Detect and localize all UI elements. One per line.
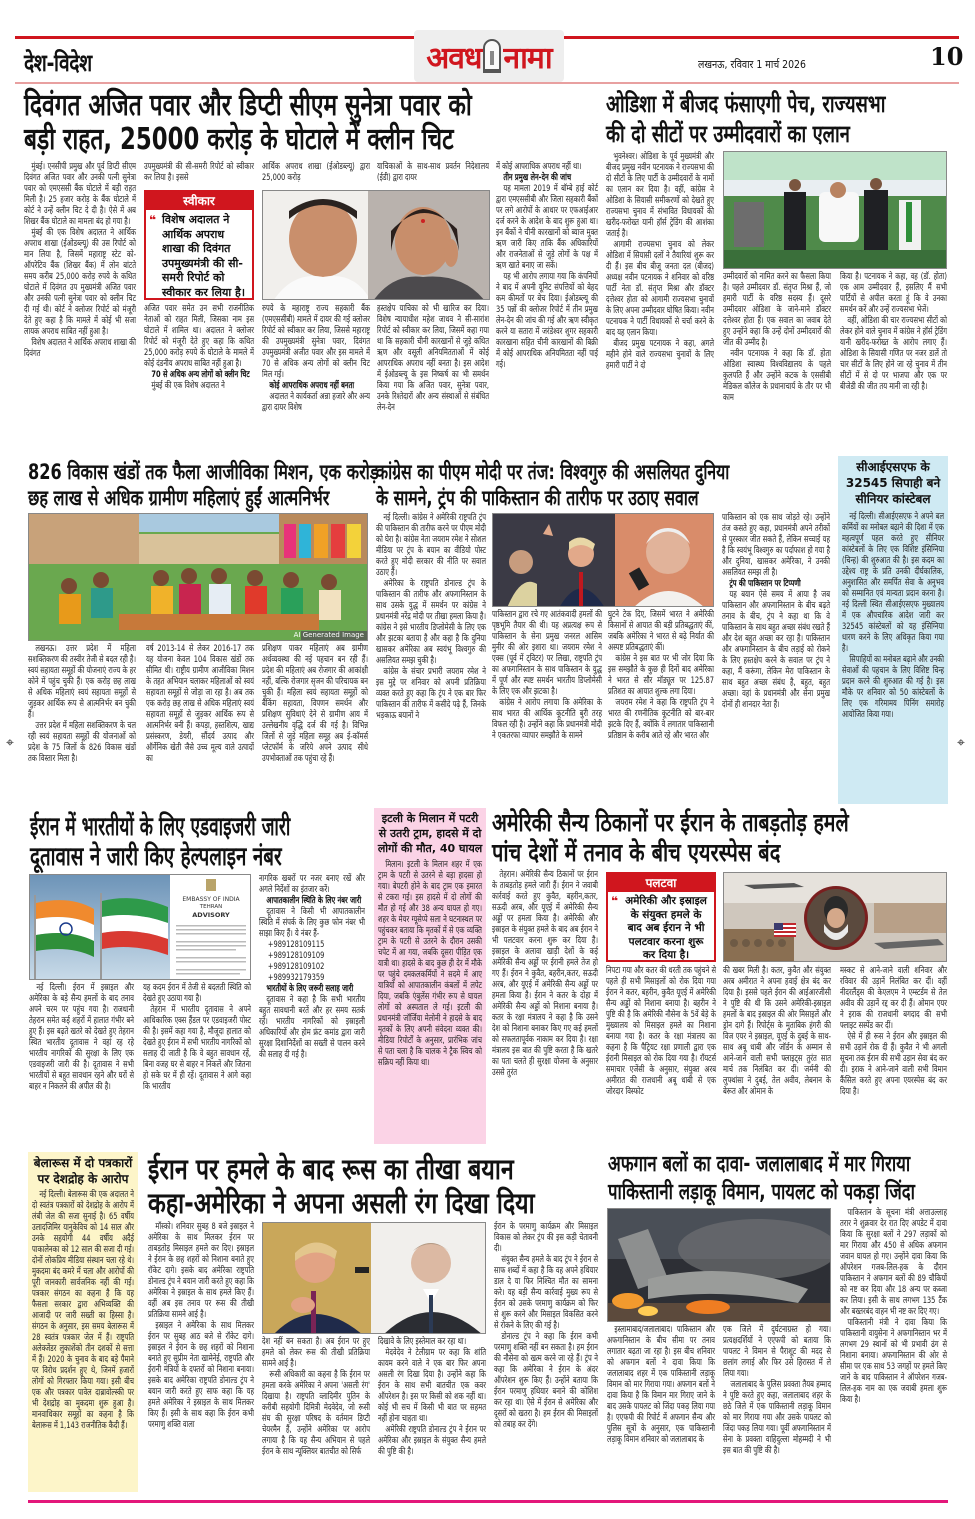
paragraph: निपटा गया और कतर की धरती तक पहुंचने से पहले ही सभी मिसाइलों को रोक दिया गया ईरान ने कतर, बहरीन, कुवैत यूएई में अमेरिकी सैन्य अड्डों को निशाना बनाया है। बहरीन ने पुष्टि की है कि अमेरिकी नौसेना के 5वें बेड़े के मुख्यालय को मिसाइल हमले का निशाना बनाया गया है। कतर के रक्षा मंत्रालय का कहना है कि पैट्रियट रक्षा प्रणाली द्वारा एक ईरानी मिसाइल को रोक दिया गया है। रॉयटर्स समाचार एजेंसी के अनुसार, संयुक्त अरब अमीरात की राजधानी अबू धाबी से एक जोरदार विस्फोट bbox=[606, 966, 716, 1097]
article-column bbox=[377, 304, 489, 454]
paragraph: नई दिल्ली। सीआईएसएफ ने अपने बल कर्मियों का मनोबल बढ़ाने की दिशा में एक महत्वपूर्ण पहल करते हुए सीनियर कांस्टेबलों के लिए एक विशिष्ट इंसिग्निया (चिन्ह) की शुरुआत की है। इस कदम का उद्देश्य राष्ट्र के प्रति उनकी दीर्घकालिक, अनुशासित और समर्पित सेवा के अनुभव को सम्मानित एवं मान्यता प्रदान करना है। नई दिल्ली स्थित सीआईएसएफ मुख्यालय में एक औपचारिक आदेश जारी कर 32545 कांस्टेबलों को यह इंसिग्निया धारण करने के लिए अधिकृत किया गया है। bbox=[842, 512, 944, 654]
paragraph: मॉस्को। शनिवार सुबह 8 बजे इस्राइल ने अमेरिका के साथ मिलकर ईरान पर ताबड़तोड़ मिसाइल हमले कर दिए। इस्राइल ने ईरान के छह शहरों को निशाना बनाते हुए रॉकेट दागे। इसके बाद अमेरिका राष्ट्रपति डोनाल्ड ट्रंप ने बयान जारी करते हुए कहा कि अमेरिका ने इस्राइल के साथ हमले किए हैं। वहीं अब इस तनाव पर रूस की तीखी प्रतिक्रिया सामने आई है। bbox=[148, 1222, 254, 1320]
article-column bbox=[262, 304, 370, 454]
photo-credit: AI Generated Image bbox=[293, 631, 364, 639]
photo-market-image bbox=[29, 514, 368, 641]
masthead-bottom-rule bbox=[15, 82, 959, 84]
paragraph: इस्राइल ने अमेरिका के साथ मिलकर ईरान पर सुबह आठ बजे से रॉकेट दागे। इस्राइल ने ईरान के छह शहरों को निशाना बनाते हुए सुप्रीम नेता खामेनेई, राष्ट्रपति और ईरानी मंत्रियों के दफ्तरों को निशाना बनाया। इसके बाद अमेरिका राष्ट्रपति डोनाल्ड ट्रंप ने बयान जारी करते हुए साफ कहा कि यह हमले अमेरिका ने इस्राइल के साथ मिलकर किए हैं। इसी के साथ कहा कि ईरान कभी परमाणु शक्ति वाला bbox=[148, 1321, 254, 1430]
headline-line1: ईरान पर हमले के बाद रूस का तीखा बयान bbox=[148, 1152, 514, 1186]
logo-text-right: नामा bbox=[503, 40, 552, 76]
minaret-arch-icon bbox=[483, 39, 501, 73]
pull-quote-box bbox=[144, 190, 254, 300]
paragraph: ऐसे में ही रूस ने ईरान और इस्राइल की सभी उड़ानें रोक दी हैं। कुवैत ने भी अगली सूचना तक ईरान की सभी उड़ान सेवा बंद कर दी। इराक ने आने-जाने वाली सभी विमान कैंसिल करते हुए अपना एयरस्पेस बंद कर दिया है। bbox=[840, 1032, 947, 1097]
paragraph: नई दिल्ली। कांग्रेस ने अमेरिकी राष्ट्रपति ट्रंप की पाकिस्तान की तारीफ करने पर पीएम मोदी को घेरा है। कांग्रेस नेता जयराम रमेश ने सोशल मीडिया पर ट्रंप के बयान का वीडियो पोस्ट करते हुए मोदी सरकार की नीति पर सवाल उठाए हैं। bbox=[376, 513, 486, 578]
article-column bbox=[32, 1190, 134, 1490]
headline-line2: दूतावास ने जारी किए हेल्पलाइन नंबर bbox=[30, 842, 282, 872]
article-milan-tram bbox=[374, 808, 486, 1144]
article-column bbox=[377, 162, 489, 188]
paragraph: प्रशिक्षण पाकर महिलाएं अब ग्रामीण अर्थव्यवस्था की नई पहचान बन रही हैं। प्रदेश की महिलाएं अब रोजगार की आकांक्षी नहीं, बल्कि रोजगार सृजन की परिचायक बन चुकी हैं। महिला स्वयं सहायता समूहों को बैंकिंग सहायता, विपणन समर्थन और प्रशिक्षण सुविधाएं देने से ग्रामीण आय में उल्लेखनीय वृद्धि दर्ज की गई है। विभिन्न जिलों से जुड़े महिला समूह अब ई-कॉमर्स प्लेटफॉर्म के जरिये अपने उत्पाद सीधे उपभोक्ताओं तक पहुंचा रहे हैं। bbox=[262, 644, 368, 764]
photo-flags-image bbox=[30, 875, 251, 980]
headline-line2: के सामने, ट्रंप की पाकिस्तान की तारीफ पर उठाए सवाल bbox=[376, 486, 699, 510]
paragraph: नई दिल्ली। बेलारूस की एक अदालत ने दो स्वतंत्र पत्रकारों को देशद्रोह के आरोप में लंबी जेल की सजा सुनाई है। 65 वर्षीय उलादजिमिर यानुकेविच को 14 साल और उनके सहयोगी 44 वर्षीय अदैई पाकालेनका को 12 साल की सजा दी गई। दोनों लोकप्रिय मीडिया संस्थान चला रहे थे। मुकदमा बंद कमरे में चला और आरोपों की पूरी जानकारी सार्वजनिक नहीं की गई। पत्रकार संगठन का कहना है कि यह फैसला सरकार द्वारा अभिव्यक्ति की आजादी पर जारी सख्ती का हिस्सा है। संगठन के अनुसार, इस समय बेलारूस में 28 स्वतंत्र पत्रकार जेल में हैं। राष्ट्रपति अलेक्जेंडर लुकाशेंको तीन दशकों से सत्ता में हैं। 2020 के चुनाव के बाद बड़े पैमाने पर विरोध प्रदर्शन हुए थे, जिनमें हजारों लोगों को गिरफ्तार किया गया। इसी बीच एक और पत्रकार पावेल दाब्रावोल्स्की पर भी देशद्रोह का मुकदमा शुरू हुआ है। मानवाधिकार समूहों का कहना है कि बेलारूस में 1,143 राजनीतिक कैदी हैं। bbox=[32, 1190, 134, 1431]
quote-mark-icon: ❝ bbox=[149, 213, 157, 227]
pull-quote-label: पलटवा bbox=[608, 874, 714, 892]
paragraph: मस्कट से आने-जाने वाली शनिवार और रविवार की उड़ानें निलंबित कर दीं। वहीं नीदरलैंड्स की केएलएम ने एम्स्टर्डम से तेल अवीव की उड़ानें रद्द कर दी हैं। ओमान एयर ने इराक की राजधानी बगदाद की सभी फ्लाइट सस्पेंड कर दीं। bbox=[840, 966, 947, 1031]
paragraph: कांग्रेस ने आरोप लगाया कि अमेरिका के साथ भारत की आर्थिक कूटनीति बुरी तरह विफल रही है। उन्होंने कहा कि प्रधानमंत्री मोदी ने एकतरफा व्यापार समझौते के सामने bbox=[492, 698, 602, 741]
headline-line2: छह लाख से अधिक ग्रामीण महिलाएं हुईं आत्मनिर्भर bbox=[28, 486, 330, 510]
registration-mark-icon: ⌖ bbox=[6, 735, 14, 751]
paragraph: डोनाल्ड ट्रंप ने कहा कि ईरान कभी परमाणु शक्ति नहीं बन सकता है। हम ईरान की नौसेना को खत्म करने जा रहे हैं। ट्रंप ने कहा कि अमेरिका ने ईरान के अंदर ऑपरेशन शुरू किए हैं। उन्होंने बताया कि ईरान परमाणु हथियार बनाने की कोशिश कर रहा था। ऐसे में ईरान से अमेरिका और दूसरों को खतरा है। हम ईरान की मिसाइलों को तबाह कर देंगे। bbox=[494, 1332, 598, 1430]
paragraph: सिपाहियों का मनोबल बढ़ाने और उनकी सेवाओं की पहचान के लिए विशिष्ट चिन्ह प्रदान करने की शुरुआत की गई है। इस मौके पर शनिवार को 50 कांस्टेबलों के लिए एक गरिमामय पिनिंग समारोह आयोजित किया गया। bbox=[842, 655, 944, 720]
paragraph: ईरान के परमाणु कार्यक्रम और मिसाइल विकास को लेकर ट्रंप की इस कड़ी चेतावनी दी। bbox=[494, 1222, 598, 1254]
paragraph: मेदवेदेव ने टेलीग्राम पर कहा कि शांति कायम करने वाले ने एक बार फिर अपना असली रंग दिखा दिया है। उन्होंने कहा कि ईरान के साथ सभी बातचीत एक कवर ऑपरेशन है। इस पर किसी को शक नहीं था। कोई भी सच में किसी भी बात पर सहमत नहीं होना चाहता था। bbox=[378, 1348, 486, 1424]
quote-mark-icon: ❝ bbox=[611, 894, 619, 908]
headline-line1: ईरान में भारतीयों के लिए एडवाइजरी जारी bbox=[30, 812, 291, 842]
article-column bbox=[840, 1208, 947, 1494]
helpline-number[interactable]: +989128109115 bbox=[267, 940, 325, 950]
paragraph: तेहरान में भारतीय दूतावास ने अपने आधिकारिक एक्स हैंडल पर एडवाइजरी पोस्ट की है। इसमें कहा गया है, मौजूदा हालात को देखते हुए ईरान में सभी भारतीय नागरिकों को सलाह दी जाती है कि वे बहुत सावधान रहें, बिना वजह घर से बाहर न निकलें और जितना हो सके घर में ही रहें। दूतावास ने आगे कहा कि भारतीय bbox=[143, 1005, 251, 1092]
paragraph: देश नहीं बन सकता है। अब ईरान पर हुए हमले को लेकर रूस की तीखी प्रतिक्रिया सामने आई है। bbox=[262, 1337, 370, 1369]
paragraph: अजित पवार समेत उन सभी राजनीतिक नेताओं को राहत मिली, जिसका नाम इस घोटाले में शामिल था। अदालत ने क्लोजर रिपोर्ट को मंजूरी देते हुए कहा कि कथित 25,000 करोड़ रुपये के घोटाले के मामले में कोई दंडनीय अपराध साबित नहीं हुआ है। bbox=[144, 304, 254, 369]
article-column bbox=[29, 983, 134, 1143]
headline-line1: कांग्रेस का पीएम मोदी पर तंज: विश्वगुरु की असलियत दुनिया bbox=[376, 460, 730, 484]
paragraph: हस्तक्षेप याचिका को भी खारिज कर दिया। विशेष न्यायाधीश महेश जाधव ने सी-सारांश रिपोर्ट को स्वीकार कर लिया, जिसमें कहा गया था कि सहकारी चीनी कारखानों से जुड़े कथित ऋण और वसूली अनियमितताओं में कोई आपराधिक अपराध नहीं बनता है। इस आदेश में ईओडब्ल्यू के इस निष्कर्ष का भी समर्थन किया गया कि अजित पवार, सुनेत्रा पवार, उनके रिश्तेदारों और अन्य संस्थाओं से संबंधित लेन-देन bbox=[377, 304, 489, 413]
paragraph: बीजद प्रमुख पटनायक ने कहा, अगले महीने होने वाले राज्यसभा चुनावों के लिए हमारी पार्टी ने दो bbox=[606, 339, 714, 371]
paragraph: यह मामला 2019 में बॉम्बे हाई कोर्ट द्वारा एमएससीबी और जिला सहकारी बैंकों पर लगे आरोपों के आधार पर एफआईआर दर्ज करने के आदेश के बाद शुरू हुआ था। इन बैंकों ने चीनी कारखानों को ब्याज मुक्त ऋण जारी किए ताकि बैंक अधिकारियों और राजनेताओं से जुड़े लोगों के पक्ष में ऋण खाते बनाए जा सकें। bbox=[496, 184, 598, 271]
sidebar-headline: इटली के मिलान में पटरी से उतरी ट्राम, हादसे में दो लोगों की मौत, 40 घायल bbox=[377, 812, 483, 855]
photo-pawar-couple bbox=[262, 190, 490, 300]
paragraph: दिखावे के लिए इस्तेमाल कर रहा था। bbox=[378, 1337, 467, 1347]
headline-line1: अफगान बलों का दावा- जलालाबाद में मार गिराया bbox=[608, 1152, 911, 1177]
headline-line1: अमेरिकी सैन्य ठिकानों पर ईरान के ताबड़तोड़ हमले bbox=[492, 808, 849, 837]
logo-text-left: अवध bbox=[426, 40, 482, 76]
paragraph: जयराम रमेश ने कहा कि राष्ट्रपति ट्रंप ने भारत की रणनीतिक कूटनीति को बार-बार झटके दिए हैं, क्योंकि वे लगातार पाकिस्तानी प्रतिष्ठान के करीब आते रहे और भारत और bbox=[608, 698, 714, 741]
article-column bbox=[840, 272, 947, 454]
article-column bbox=[148, 1222, 254, 1494]
article-column bbox=[606, 152, 714, 454]
paragraph: तेहरान। अमेरिकी सैन्य ठिकानों पर ईरान के ताबड़तोड़ हमले जारी हैं। ईरान ने जवाबी कार्रवाई करते हुए कुवैत, बहरीन,कतर, सऊदी अरब, और यूएई में अमेरिकी सैन्य अड्डों पर हमला किया है। अमेरिकी और इस्राइल के संयुक्त हमले के बाद अब ईरान ने भी पलटवार करना शुरू कर दिया है। इस्राइल के अलावा खाड़ी देशों के कई अमेरिकी सैन्य अड्डों पर ईरानी हमले तेज हो गए हैं। ईरान ने कुवैत, बहरीन,कतर, सऊदी अरब, और यूएई में अमेरिकी सैन्य अड्डों पर हमला किया है। ईरान ने कतर के दोहा में अमेरिकी सैन्य अड्डों को निशाना बनाया है। कतर के रक्षा मंत्रालय ने कहा है कि उसने देश को निशाना बनाकर किए गए कई हमलों को सफलतापूर्वक नाकाम कर दिया है। रक्षा मंत्रालय इस बात की पुष्टि करता है कि खतरे का पता चलते ही सुरक्षा योजना के अनुसार उससे तुरंत bbox=[492, 870, 598, 1078]
registration-mark-icon: ⌖ bbox=[957, 735, 965, 751]
dateline: लखनऊ, रविवार 1 मार्च 2026 bbox=[698, 58, 806, 71]
pull-quote-text bbox=[608, 892, 714, 966]
article-column bbox=[492, 870, 598, 1144]
paragraph: वर्ष 2013-14 से लेकर 2016-17 तक यह योजना केवल 104 विकास खंडों तक सीमित थी। राष्ट्रीय ग्रामीण आजीविका मिशन के तहत अभियान चलाकर महिलाओं को स्वयं सहायता समूहों से जोड़ा जा रहा है। अब तक एक करोड़ छह लाख से अधिक महिलाएं स्वयं सहायता समूहों से जुड़कर आर्थिक रूप से आत्मनिर्भर बनी हैं। कपड़ा, हस्तशिल्प, खाद्य प्रसंस्करण, डेयरी, सौंदर्य उत्पाद और ऑर्गेनिक खेती जैसे उच्च मूल्य वाले उत्पादों का bbox=[146, 644, 254, 764]
article-column bbox=[24, 162, 136, 454]
paragraph: एक जिले में दुर्घटनाग्रस्त हो गया। प्रत्यक्षदर्शियों ने एएफपी को बताया कि पायलट ने विमान से पैराशूट की मदद से छलांग लगाई और फिर उसे हिरासत में ले लिया गया। bbox=[723, 1325, 831, 1379]
article-column bbox=[496, 162, 598, 454]
paragraph: उत्तर प्रदेश में महिला सशक्तिकरण के चल रही स्वयं सहायता समूहों की योजनाओं को प्रदेश के 75 जिलों के 826 विकास खंडों तक विस्तार मिला है। bbox=[28, 721, 136, 764]
quote-text: विशेष अदालत ने आर्थिक अपराध शाखा की दिवंगत उपमुख्यमंत्री की सी-समरी रिपोर्ट को स्वीकार कर लिया है। bbox=[162, 213, 246, 299]
paragraph: रुपये के महाराष्ट्र राज्य सहकारी बैंक (एमएससीबी) मामले में दायर की गई क्लोजर रिपोर्ट को स्वीकार कर लिया, जिससे महाराष्ट्र की उपमुख्यमंत्री सुनेत्रा पवार, दिवंगत उपमुख्यमंत्री अजीत पवार और इस मामले में 70 से अधिक अन्य लोगों को क्लीन चिट मिल गई। bbox=[262, 304, 370, 380]
article-cisf bbox=[838, 456, 948, 804]
article-column bbox=[494, 1222, 598, 1494]
photo-rally-image bbox=[724, 152, 947, 269]
paragraph: दूतावास ने किसी भी आपातकालीन स्थिति में संपर्क के लिए कुछ फोन नंबर भी साझा किए हैं। ये नंबर हैं- bbox=[259, 907, 365, 939]
article-column bbox=[143, 983, 251, 1143]
photo-pawar-image bbox=[263, 191, 490, 300]
photo-trump-putin-image bbox=[263, 1223, 486, 1334]
section-label: देश-विदेश bbox=[24, 49, 92, 77]
headline-line1: ओडिशा में बीजद फंसाएगी पेच, राज्यसभा bbox=[606, 90, 886, 118]
headline-line2: बड़ी राहत, 25000 करोड़ के घोटाले में क्लीन चिट bbox=[24, 122, 454, 157]
sidebar-headline: बेलारूस में दो पत्रकारों पर देशद्रोह के आरोप bbox=[33, 1156, 133, 1186]
paragraph: याचिकाओं के साथ-साथ प्रवर्तन निदेशालय (ईडी) द्वारा दायर bbox=[377, 162, 489, 183]
subheading: आपातकालीन स्थिति के लिए नंबर जारी bbox=[266, 896, 362, 906]
paragraph: नई दिल्ली। ईरान में इस्राइल और अमेरिका के बड़े सैन्य हमलों के बाद तनाव अपने चरम पर पहुंच गया है। राजधानी तेहरान समेत कई शहरों में हालात गंभीर बने हुए हैं। इस बढ़ते खतरे को देखते हुए तेहरान स्थित भारतीय दूतावास ने वहां रह रहे भारतीय नागरिकों की सुरक्षा के लिए एक एडवाइजरी जारी की है। दूतावास ने सभी भारतीयों से बहुत सावधान रहने और घरों से बाहर न निकलने की अपील की है। bbox=[29, 983, 134, 1092]
headline-line1: 826 विकास खंडों तक फैला आजीविका मिशन, एक करोड़ bbox=[28, 460, 379, 484]
pull-quote-text bbox=[146, 210, 252, 303]
photo-modi-trump-ramesh bbox=[492, 513, 714, 607]
article-column bbox=[28, 644, 136, 804]
article-column bbox=[259, 874, 365, 1144]
article-column bbox=[722, 513, 830, 805]
footer-rule bbox=[28, 1500, 948, 1503]
headline-line2: कहा-अमेरिका ने अपना असली रंग दिखा दिया bbox=[148, 1186, 535, 1220]
article-column bbox=[723, 272, 831, 454]
paragraph: मुंबई। एनसीपी प्रमुख और पूर्व डिप्टी सीएम दिवंगत अजित पवार और उनकी पत्नी सुनेत्रा पवार को एमएससी बैंक घोटाले में बड़ी राहत मिली है। 25 हजार करोड़ के बैंक घोटाले में कोर्ट ने उन्हें क्लीन चिट दे दी है। ऐसे में अब शिखर बैंक घोटाले का मामला बंद हो गया है। bbox=[24, 162, 136, 227]
paragraph: उम्मीदवारों को नामित करने का फैसला किया है। पहले उम्मीदवार डॉ. संतृप्त मिश्रा हैं, जो हमारी पार्टी के वरिष्ठ सदस्य हैं। दूसरे उम्मीदवार ओडिशा के जाने-माने डॉक्टर दत्तेश्वर होता हैं। एक सवाल का जवाब देते हुए उन्होंने कहा कि उन्हें दोनों उम्मीदवारों की जीत की उम्मीद है। bbox=[723, 272, 831, 348]
paragraph: संयुक्त सैन्य हमले के बाद ट्रंप ने ईरान से साफ शब्दों में कहा है कि वह अपने हथियार डाल दे या फिर निश्चित मौत का सामना करे। यह बड़ी सैन्य कार्रवाई मुख्य रूप से ईरान को उसके परमाणु कार्यक्रम को फिर से शुरू करने और मिसाइल विकसित करने से रोकने के लिए की गई है। bbox=[494, 1255, 598, 1331]
paragraph: कांग्रेस ने इस बात पर भी जोर दिया कि इस समझौते के कुछ ही दिनों बाद अमेरिका ने भारत से सौर मॉड्यूल पर 125.87 प्रतिशत का आयात शुल्क लगा दिया। bbox=[608, 654, 714, 697]
headline-line2: पाकिस्तानी लड़ाकू विमान, पायलट को पकड़ा जिंदा bbox=[608, 1180, 915, 1205]
paragraph: कांग्रेस के संचार प्रभारी जयराम रमेश ने इस मुद्दे पर शनिवार को अपनी प्रतिक्रिया व्यक्त करते हुए कहा कि ट्रंप ने एक बार फिर पाकिस्तान की तारीफ में कसीदे पढ़े हैं, जिनके भड़काऊ बयानों ने bbox=[376, 667, 486, 721]
subheading: भारतीयों के लिए जरूरी सलाह जारी bbox=[266, 984, 354, 994]
page-number: 10 bbox=[930, 42, 964, 71]
photo-crashed-jet bbox=[607, 1208, 831, 1322]
photo-leaders-image bbox=[493, 514, 714, 607]
paragraph: जलालाबाद के पुलिस प्रवक्ता तैयब हम्माद ने पुष्टि करते हुए कहा, जलालाबाद शहर के छठे जिले में एक पाकिस्तानी लड़ाकू विमान को मार गिराया गया और उसके पायलट को जिंदा पकड़ लिया गया। पूर्वी अफगानिस्तान में सेना के प्रवक्ता वाहिदुल्ला मोहम्मदी ने भी इस बात की पुष्टि की है। bbox=[723, 1380, 831, 1456]
article-column bbox=[262, 1337, 370, 1494]
photo-khamenei-bases bbox=[723, 872, 947, 962]
paragraph: आर्थिक अपराध शाखा (ईओडब्ल्यू) द्वारा 25,000 करोड़ bbox=[262, 162, 370, 183]
photo-military-image bbox=[724, 873, 947, 962]
subheading: तीन प्रमुख लेन-देन की जांच bbox=[503, 173, 572, 183]
paragraph: नागरिक खबरों पर नजर बनाए रखें और अगले निर्देशों का इंतजार करें। bbox=[259, 874, 365, 895]
paragraph: मिलान। इटली के मिलान शहर में एक ट्राम के पटरी से उतरने से बड़ा हादसा हो गया। बेपटरी होने के बाद ट्राम एक इमारत से टकरा गई। इस हादसे में दो लोगों की मौत हो गई और 38 अन्य घायल हो गए। शहर के मेयर ग्यूसेप्पे सला ने घटनास्थल पर पहुंचकर बताया कि मृतकों में से एक व्यक्ति ट्राम के पटरी से उतरने के दौरान उसकी चपेट में आ गया, जबकि दूसरा पीड़ित एक यात्री था। हादसे के बाद कुछ ही देर में मौके पर पहुंचे दमकलकर्मियों ने सदमे में आए यात्रियों को आपातकालीन कंबलों में लपेट दिया, जबकि एंबुलेंस गंभीर रूप से घायल लोगों को अस्पताल ले गई। इटली की प्रधानमंत्री जॉर्जिया मेलोनी ने हादसे के बाद मृतकों के लिए अपनी संवेदना व्यक्त की। मीडिया रिपोर्टों के अनुसार, प्रारंभिक जांच से पता चला है कि चालक ने ट्रैक स्विच को सक्रिय नहीं किया था। bbox=[378, 860, 482, 1068]
helpline-number[interactable]: +989932179359 bbox=[267, 973, 325, 983]
article-belarus bbox=[28, 1152, 138, 1492]
paragraph: रूसी अधिकारी का कहना है कि ईरान पर हमला करके अमेरिका ने अपना 'असली रंग' दिखाया है। राष्ट्रपति व्लादिमीर पुतिन के करीबी सहयोगी दिमित्री मेदवेदेव, जो रूसी संघ की सुरक्षा परिषद के वर्तमान डिप्टी चेयरमैन हैं, उन्होंने अमेरिका पर आरोप लगाया है कि यह सैन्य अभियान से पहले ईरान के साथ न्यूक्लियर बातचीत को सिर्फ bbox=[262, 1370, 370, 1457]
pull-quote-box bbox=[606, 872, 716, 962]
paragraph: मुंबई की एक विशेष अदालत ने bbox=[151, 381, 225, 391]
headline-line2: की दो सीटों पर उम्मीदवारों का एलान bbox=[606, 120, 850, 148]
article-column bbox=[144, 304, 254, 454]
paragraph: अमेरिकी राष्ट्रपति डोनाल्ड ट्रंप ने ईरान पर अमेरिका और इस्राइल के संयुक्त सैन्य हमले की पुष्टि की है। bbox=[378, 1425, 486, 1457]
doc-subtitle: TEHRAN bbox=[199, 904, 223, 910]
helpline-number[interactable]: +989128109102 bbox=[267, 962, 325, 972]
sidebar-headline: सीआईएसएफ के 32545 सिपाही बने सीनियर कांस्टेबल bbox=[845, 460, 941, 506]
photo-flags-advisory bbox=[29, 874, 251, 980]
article-column bbox=[840, 966, 947, 1144]
quote-text: अमेरिकी और इस्राइल के संयुक्त हमले के बाद अब ईरान ने भी पलटवार करना शुरू कर दिया है। bbox=[625, 895, 707, 961]
paragraph: इस्लामाबाद/जलालाबाद। पाकिस्तान और अफगानिस्तान के बीच सीमा पर तनाव लगातार बढ़ता जा रहा है। इस बीच शनिवार को अफगान बलों ने दावा किया कि जलालाबाद शहर में एक पाकिस्तानी लड़ाकू विमान को मार गिराया गया। अफगान बलों ने दावा किया है कि विमान मार गिराए जाने के बाद उसके पायलट को जिंदा पकड़ लिया गया है। एएफपी की रिपोर्ट में अफगान सैन्य और पुलिस सूत्रों के अनुसार, एक पाकिस्तानी लड़ाकू विमान शनिवार को जलालाबाद के bbox=[607, 1325, 715, 1445]
article-column bbox=[492, 610, 602, 805]
paragraph: भुवनेश्वर। ओडिशा के पूर्व मुख्यमंत्री और बीजद प्रमुख नवीन पटनायक ने राज्यसभा की दो सीटों के लिए पार्टी के उम्मीदवारों के नामों का एलान कर दिया है। वहीं, कांग्रेस ने ओडिशा के सियासी समीकरणों को देखते हुए राज्यसभा चुनाव में संभावित विधायकों की खरीद-फरोख्त यानी हॉर्स ट्रेडिंग की आशंका जताई है। bbox=[606, 152, 714, 239]
subheading: कोई आपराधिक अपराध नहीं बनता bbox=[269, 381, 355, 391]
helpline-number[interactable]: +989128109109 bbox=[267, 951, 325, 961]
article-column bbox=[842, 512, 944, 802]
paragraph: नवीन पटनायक ने कहा कि डॉ. होता ओडिशा स्वास्थ्य विश्वविद्यालय के पहले कुलपति हैं और उन्होंने कटक के एससीबी मेडिकल कॉलेज के प्रधानाचार्य के तौर पर भी काम bbox=[723, 349, 831, 403]
paragraph: यह कदम ईरान में तेजी से बदलती स्थिति को देखते हुए उठाया गया है। bbox=[143, 983, 251, 1004]
paragraph: लखनऊ। उत्तर प्रदेश में महिला सशक्तिकरण की तस्वीर तेजी से बदल रही है। स्वयं सहायता समूहों की योजनाएं राज्य के हर कोने में पहुंच चुकी हैं। एक करोड़ छह लाख से अधिक महिलाएं स्वयं सहायता समूहों से जुड़कर आर्थिक रूप से आत्मनिर्भर बन चुकी हैं। bbox=[28, 644, 136, 720]
doc-heading: ADVISORY bbox=[192, 911, 230, 919]
paragraph: पाकिस्तान द्वारा रचे गए आतंकवादी हमलों की पृष्ठभूमि तैयार की थी। यह अप्रत्यक्ष रूप से पाकिस्तान के सेना प्रमुख जनरल आसिम मुनीर की ओर इशारा था। जयराम रमेश ने एक्स (पूर्व में ट्विटर) पर लिखा, राष्ट्रपति ट्रंप का अफगानिस्तान के साथ पाकिस्तान के युद्ध में पूर्ण और स्पष्ट समर्थन भारतीय डिप्लोमेसी के लिए एक और झटका है। bbox=[492, 610, 602, 697]
paragraph: पाकिस्तान को एक साथ जोड़ते रहे। उन्होंने तंज कसते हुए कहा, प्रधानमंत्री अपने तरीकों से पुरस्कार जीत सकते हैं, लेकिन सच्चाई यह है कि स्वयंभू विश्वगुरु का पर्दाफाश हो गया है और दुनिया, खासकर अमेरिका, ने उनकी असलियत समझ ली है। bbox=[722, 513, 830, 578]
article-column bbox=[262, 644, 368, 804]
paragraph: अदालत ने कार्यकर्ता अन्ना हजारे और अन्य द्वारा दायर विशेष bbox=[262, 392, 370, 413]
article-column bbox=[723, 1325, 831, 1494]
newspaper-logo[interactable] bbox=[414, 30, 564, 82]
article-column bbox=[376, 513, 486, 805]
paragraph: की खबर मिली है। कतर, कुवैत और संयुक्त अरब अमीरात ने अपना हवाई क्षेत्र बंद कर दिया है। इससे पहले ईरान की आईआरजीसी ने पुष्टि की थी कि उसने अमेरिकी-इस्राइल हमलों के बाद इस्राइल की ओर मिसाइलें और ड्रोन दागे हैं। रिपोर्ट्स के मुताबिक हंगरी की विज एयर ने इस्राइल, यूएई के दुबई के साथ-साथ अबू धाबी और जॉर्डन के अम्मान से आने-जाने वाली सभी फ्लाइट्स तुरंत सात मार्च तक निलंबित कर दीं। जर्मनी की लुफ्थांसा ने दुबई, तेल अवीव, लेबनान के बेरूत और ओमान के bbox=[723, 966, 831, 1097]
photo-women-market bbox=[28, 513, 368, 641]
paragraph: दूतावास ने कहा है कि सभी भारतीय बहुत सावधानी बरतें और हर समय सतर्क रहें। भारतीय नागरिकों को इस्राइली अधिकारियों और होम फ्रंट कमांड द्वारा जारी सुरक्षा दिशानिर्देशों का सख्ती से पालन करने की सलाह दी गई है। bbox=[259, 995, 365, 1060]
paragraph: पाकिस्तान के सूचना मंत्री अत्ताउल्लाह तरार ने शुक्रवार देर रात दिए अपडेट में दावा किया कि सुरक्षा बलों ने 297 लड़ाकों को मार गिराया और 450 से अधिक अफगान जवान घायल हो गए। उन्होंने दावा किया कि ऑपरेशन गजब-लिल-हक के दौरान पाकिस्तान ने अफगान बलों की 89 चौकियों को नष्ट कर दिया और 18 अन्य पर कब्जा कर लिया। इसी के साथ लगभग 135 टैंक और बख्तरबंद वाहन भी नष्ट कर दिए गए। bbox=[840, 1208, 947, 1317]
article-column bbox=[723, 966, 831, 1144]
article-column bbox=[608, 610, 714, 805]
photo-trump-putin bbox=[262, 1222, 486, 1334]
paragraph: विशेष अदालत ने आर्थिक अपराध शाखा की दिवंगत bbox=[24, 338, 136, 359]
paragraph: वहीं, ओडिशा की चार राज्यसभा सीटों को लेकर होने वाले चुनाव में कांग्रेस ने हॉर्स ट्रेडिंग यानी खरीद-फरोख्त के आरोप लगाए हैं। ओडिशा के सियासी गणित पर नजर डालें तो चार सीटों के लिए होने जा रहे चुनाव में तीन सीटों में से दो पर भाजपा और एक पर बीजेडी की जीत तय मानी जा रही है। bbox=[840, 316, 947, 392]
subheading: ट्रंप की पाकिस्तान पर टिप्पणी bbox=[729, 579, 801, 589]
article-column bbox=[262, 162, 370, 188]
paragraph: यह भी आरोप लगाया गया कि कंपनियों ने बाद में अपनी यूनिट संपत्तियों को बेहद कम कीमतों पर बेच दिया। ईओडब्ल्यू की 35 पन्नों की क्लोजर रिपोर्ट में तीन प्रमुख लेन-देन की जांच की गई और ऋण स्वीकृत करने या सतारा में जरंडेश्वर शुगर सहकारी कारखाना सहित चीनी कारखानों की बिक्री में कोई आपराधिक अनियमितता नहीं पाई गई। bbox=[496, 272, 598, 370]
paragraph: मुंबई की एक विशेष अदालत ने आर्थिक अपराध शाखा (ईओडब्ल्यू) की उस रिपोर्ट को मान लिया है, जिसमें महाराष्ट्र स्टेट को-ऑपरेटिव बैंक (शिखर बैंक) में लोन बांटते समय करीब 25,000 करोड़ रुपये के कथित घोटाले में दिवंगत उप मुख्यमंत्री अजित पवार और उनकी पत्नी सुनेत्रा पवार को क्लीन चिट दी गई थी। कोर्ट ने क्लोजर रिपोर्ट को मंजूरी देते हुए कहा है कि मामले में कोई भी सजा लायक अपराध साबित नहीं हुआ है। bbox=[24, 228, 136, 337]
subheading: 70 से अधिक अन्य लोगों को क्लीन चिट bbox=[151, 370, 250, 380]
headline-line2: पांच देशों में तनाव के बीच एयरस्पेस बंद bbox=[492, 838, 781, 867]
pull-quote-label: स्वीकार bbox=[146, 192, 252, 210]
headline-line1: दिवंगत अजित पवार और डिप्टी सीएम सुनेत्रा पवार को bbox=[24, 88, 472, 123]
paragraph: पाकिस्तानी मंत्री ने दावा किया कि पाकिस्तानी वायुसेना ने अफगानिस्तान भर में लगभग 29 स्थानों को भी प्रभावी ढंग से निशाना बनाया। अफगानिस्तान की ओर से सीमा पर एक साथ 53 जगहों पर हमले किए जाने के बाद पाकिस्तान ने ऑपरेशन गजब-लिल-हक नाम का एक जवाबी हमला शुरू किया है। bbox=[840, 1318, 947, 1405]
paragraph: अमेरिका के राष्ट्रपति डोनाल्ड ट्रंप के पाकिस्तान की तारीफ और अफगानिस्तान के साथ उसके युद्ध में समर्थन पर कांग्रेस ने प्रधानमंत्री नरेंद्र मोदी पर तीखा हमला किया है। कांग्रेस ने इसे भारतीय डिप्लोमेसी के लिए एक और झटका बताया है और कहा है कि दुनिया खासकर अमेरिका अब स्वयंभू विश्वगुरु की असलियत समझ चुकी है। bbox=[376, 579, 486, 666]
paragraph: उपमुख्यमंत्री की सी-समरी रिपोर्ट को स्वीकार कर लिया है। इससे bbox=[144, 162, 254, 183]
paragraph: में कोई आपराधिक अपराध नहीं था। bbox=[496, 162, 582, 172]
article-column bbox=[606, 966, 716, 1144]
photo-naveen-patnaik bbox=[723, 151, 947, 269]
paragraph: यह बयान ऐसे समय में आया है जब पाकिस्तान और अफगानिस्तान के बीच बढ़ते तनाव के बीच, ट्रंप ने कहा था कि वे पाकिस्तान के साथ बहुत अच्छा संबंध रखते हैं और देश बहुत अच्छा कर रहा है। पाकिस्तान और अफगानिस्तान के बीच लड़ाई को रोकने के लिए हस्तक्षेप करने के सवाल पर ट्रंप ने कहा, मैं करूंगा, लेकिन मेरा पाकिस्तान के साथ बहुत अच्छा संबंध है, बहुत, बहुत अच्छा। वहां के प्रधानमंत्री और सेना प्रमुख दोनों ही शानदार नेता हैं। bbox=[722, 590, 830, 710]
article-column bbox=[378, 860, 482, 1142]
paragraph: किया है। पटनायक ने कहा, वह (डॉ. होता) एक आम उम्मीदवार हैं, इसलिए मैं सभी पार्टियों से अपील करता हूं कि वे उनका समर्थन करें और उन्हें राज्यसभा भेजें। bbox=[840, 272, 947, 315]
article-column bbox=[146, 644, 254, 804]
photo-jet-image bbox=[608, 1209, 831, 1322]
paragraph: आगामी राज्यसभा चुनाव को लेकर ओडिशा में सियासी दलों ने तैयारियां शुरू कर दी हैं। इस बीच बीजू जनता दल (बीजद) अध्यक्ष नवीन पटनायक ने शनिवार को वरिष्ठ पार्टी नेता डॉ. संतृप्त मिश्रा और डॉक्टर दत्तेश्वर होता को आगामी राज्यसभा चुनावों के लिए अपना उम्मीदवार घोषित किया। नवीन पटनायक ने पार्टी विधायकों से चर्चा करने के बाद यह एलान किया। bbox=[606, 240, 714, 338]
doc-title: EMBASSY OF INDIA bbox=[182, 896, 240, 903]
paragraph: घुटने टेक दिए, जिसमें भारत ने अमेरिकी किसानों से आयात की बड़ी प्रतिबद्धताएं कीं, जबकि अमेरिका ने भारत से बढ़े निर्यात की अस्पष्ट प्रतिबद्धताएं कीं। bbox=[608, 610, 714, 653]
article-column bbox=[378, 1337, 486, 1494]
article-column bbox=[607, 1325, 715, 1494]
article-column bbox=[144, 162, 254, 188]
